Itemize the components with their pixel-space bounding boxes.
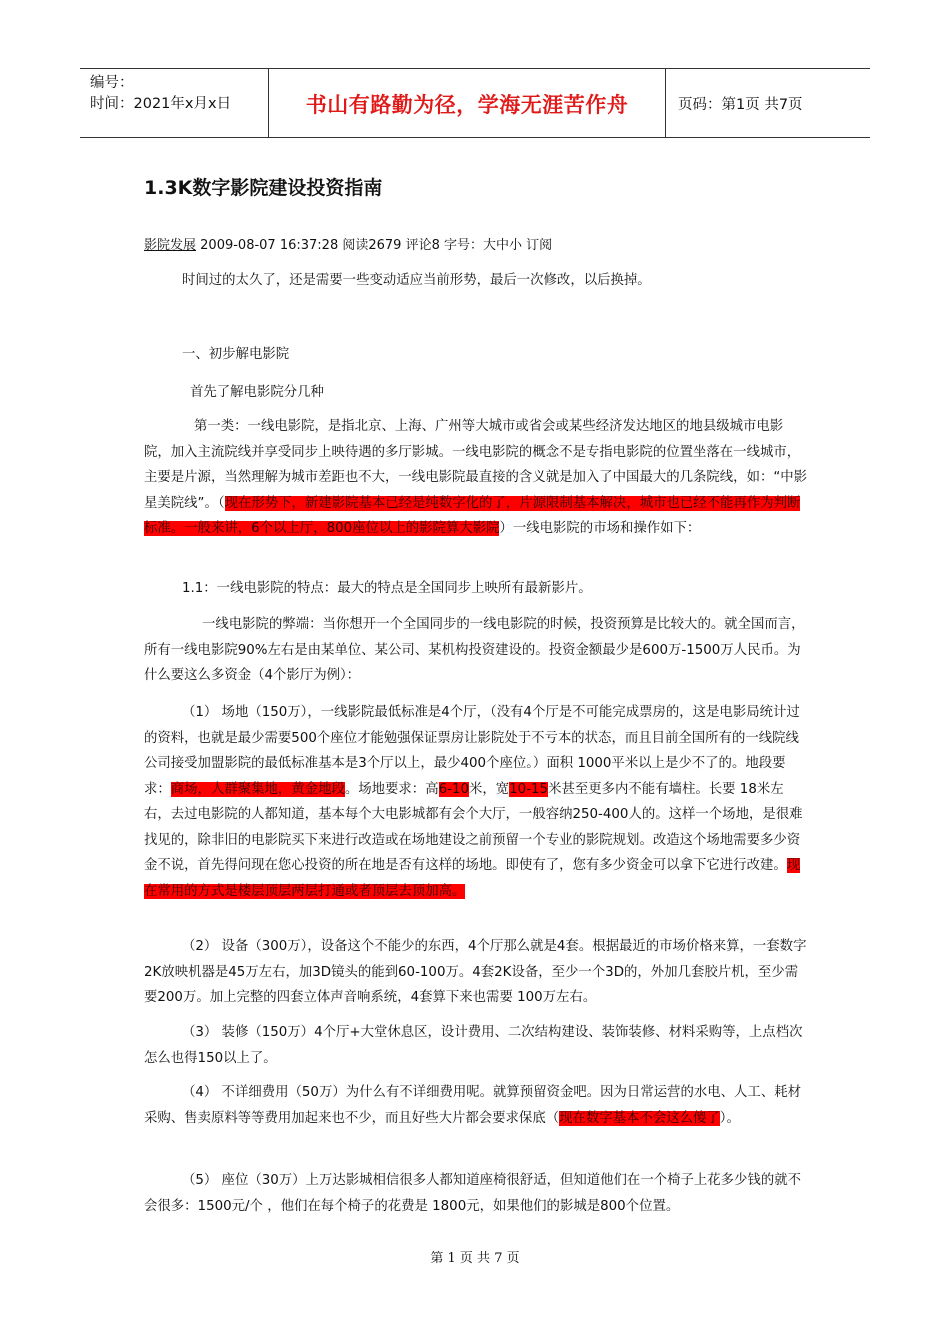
meta-info: 2009-08-07 16:37:28 阅读2679 评论8 字号：大中小 订阅: [200, 238, 553, 253]
intro-paragraph: 时间过的太久了，还是需要一些变动适应当前形势，最后一次修改，以后换掉。: [182, 273, 651, 288]
highlight-note: 6-10: [438, 781, 469, 797]
paragraph-features: 1.1：一线电影院的特点：最大的特点是全国同步上映所有最新影片。: [182, 581, 592, 596]
highlight-note: 800: [326, 521, 353, 536]
text-run: ）一线电影院的市场和操作如下：: [499, 521, 701, 536]
highlight-note: 个以上厅，: [259, 521, 327, 536]
highlight-note: 10-15: [509, 781, 549, 797]
paragraph-misc-costs: [144, 1080, 808, 1131]
text-run: 米甚至更多内不能有墙柱。长要 18米左右，去过电影院的人都知道，基本每个大电影城都有会个大厅，一般容纳250-400人的。这样一个场地，是很难找见的，除非旧的电影院买下来进行改造或在场地建设之前预留一个专业的影院规划。改造这个场地需要多少资金不说，首先得问现在您心投资的所在地是否有这样的场地。即使有了，您有多少资金可以拿下它进行改建。: [144, 781, 803, 873]
paragraph-seats: （5） 座位（30万）上万达影城相信很多人都知道座椅很舒适，但知道他们在一个椅子上花多少钱的就不会很多：1500元/个 ，他们在每个椅子的花费是 1800元，如果他们的影城是800个位置。: [144, 1173, 801, 1214]
text-run: （4） 不详细费用（50万）为什么有不详细费用呢。就算预留资金吧。因为日常运营的水电、人工、耗材采购、售卖原料等等费用加起来也不少，而且好些大片都会要求保底（: [144, 1085, 801, 1126]
highlight-note: 现在常用的方式是楼层顶层两层打通或者顶层去顶加高。: [144, 858, 801, 899]
category-link[interactable]: 影院发展: [144, 238, 197, 253]
number-label: 编号：: [90, 75, 134, 91]
paragraph-decoration: （3） 装修（150万）4个厅+大堂休息区，设计费用、二次结构建设、装饰装修、材料采购等，上点档次怎么也得150以上了。: [144, 1025, 803, 1066]
paragraph-drawbacks: 一线电影院的弊端：当你想开一个全国同步的一线电影院的时候，投资预算是比较大的。就全国而言，所有一线电影院90%左右是由某单位、某公司、某机构投资建设的。投资金额最少是600万-1500万人民币。为什么要这么多资金（4个影厅为例）：: [144, 617, 805, 683]
text-run: 。场地要求：高: [344, 781, 439, 797]
date-label: 时间：2021年x月x日: [90, 96, 232, 112]
text-run: 第一类：一线电影院，是指北京、上海、广州等大城市或省会或某些经济发达地区的地县级城市电影院，加入主流院线并享受同步上映待遇的多厅影城。一线电影院的概念不是专指电影院的位置坐落在一线城市，主要是片源，当然理解为城市差距也不大，一线电影院最直接的含义就是加入了中国最大的几条院线，如：“中影星美院线”。（: [144, 419, 808, 511]
text-run: （1） 场地（150万），一线影院最低标准是4个厅，（没有4个厅是不可能完成票房的，这是电影局统计过的资料，也就是最少需要500个座位才能勉强保证票房让影院处于不亏本的状态，而且目前全国所有的一线院线公司接受加盟影院的最低标准基本是3个厅以上，最少400个座位。）面积 1000平米以上是少不了的。地段要求：: [144, 705, 800, 797]
header-page-number: 页码：第1页 共7页: [678, 96, 803, 113]
text-run: ）。: [719, 1110, 740, 1126]
article-title: 1.3K数字影院建设投资指南: [144, 177, 383, 199]
paragraph-first-class: [144, 414, 808, 542]
sub-heading: 首先了解电影院分几种: [190, 385, 324, 400]
highlight-note: 商场，人群聚集地，黄金地段: [170, 781, 345, 797]
page-header: [80, 68, 870, 138]
page-footer: 第 1 页 共 7 页: [430, 1251, 520, 1266]
highlight-note: 现在数字基本不会这么傻了: [559, 1110, 720, 1126]
highlight-note: 6: [251, 521, 260, 536]
article-meta: [144, 234, 552, 253]
highlight-note: 座位以上的影院算大影院: [352, 521, 500, 536]
section-heading: 一、初步解电影院: [182, 347, 290, 362]
paragraph-equipment: （2） 设备（300万），设备这个不能少的东西，4个厅那么就是4套。根据最近的市场价格来算，一套数字2K放映机器是45万左右，加3D镜头的能到60-100万。4套2K设备，至少一个3D的，外加几套胶片机，至少需要200万。加上完整的四套立体声音响系统，4套算下来也需要 100万左右。: [144, 939, 807, 1005]
header-info: [80, 69, 269, 137]
paragraph-site: [144, 700, 808, 904]
highlight-note: 现在形势下，新建影院基本已经是纯数字化的了，片源限制基本解决，城市也已经不能再作为判断标准。一般来讲，: [144, 495, 801, 536]
header-motto: 书山有路勤为径，学海无涯苦作舟: [269, 69, 666, 137]
text-run: 米，宽: [468, 781, 510, 797]
